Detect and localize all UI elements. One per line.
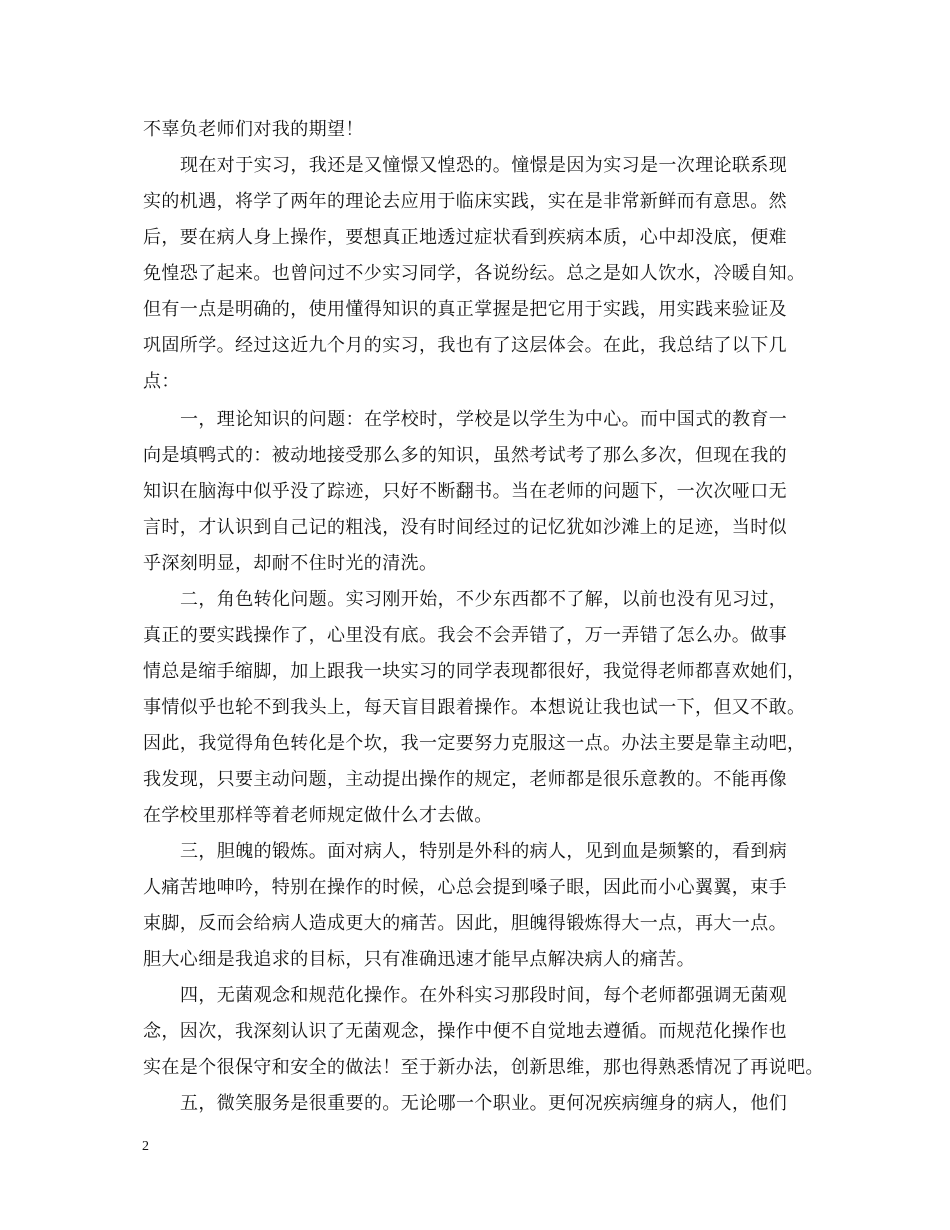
text-line: 事情似乎也轮不到我头上，每天盲目跟着操作。本想说让我也试一下，但又不敢。: [143, 697, 806, 718]
paragraph-first-line: 二，角色转化问题。实习刚开始，不少东西都不了解，以前也没有见习过，: [180, 589, 788, 610]
paragraph-first-line: 四，无菌观念和规范化操作。在外科实习那段时间，每个老师都强调无菌观: [180, 985, 788, 1006]
page-number: 2: [142, 1139, 149, 1154]
text-line: 束脚，反而会给病人造成更大的痛苦。因此，胆魄得锻炼得大一点，再大一点。: [143, 913, 787, 934]
text-line: 情总是缩手缩脚，加上跟我一块实习的同学表现都很好，我觉得老师都喜欢她们，: [143, 661, 806, 682]
text-line: 念，因次，我深刻认识了无菌观念，操作中便不自觉地去遵循。而规范化操作也: [143, 1021, 787, 1042]
text-line: 真正的要实践操作了，心里没有底。我会不会弄错了，万一弄错了怎么办。做事: [143, 625, 787, 646]
text-line: 不辜负老师们对我的期望！: [143, 119, 364, 140]
text-line: 免惶恐了起来。也曾问过不少实习同学，各说纷纭。总之是如人饮水，冷暖自知。: [143, 263, 806, 284]
text-line: 实的机遇，将学了两年的理论去应用于临床实践，实在是非常新鲜而有意思。然: [143, 191, 787, 212]
text-line: 后，要在病人身上操作，要想真正地透过症状看到疾病本质，心中却没底，便难: [143, 227, 787, 248]
text-line: 我发现，只要主动问题，主动提出操作的规定，老师都是很乐意教的。不能再像: [143, 769, 787, 790]
text-line: 乎深刻明显，却耐不住时光的清洗。: [143, 553, 438, 574]
text-line: 知识在脑海中似乎没了踪迹，只好不断翻书。当在老师的问题下，一次次哑口无: [143, 481, 787, 502]
text-line: 言时，才认识到自己记的粗浅，没有时间经过的记忆犹如沙滩上的足迹，当时似: [143, 517, 787, 538]
text-line: 实在是个很保守和安全的做法！至于新办法，创新思维，那也得熟悉情况了再说吧。: [143, 1057, 824, 1078]
paragraph-first-line: 三，胆魄的锻炼。面对病人，特别是外科的病人，见到血是频繁的，看到病: [180, 841, 788, 862]
paragraph-first-line: 一，理论知识的问题：在学校时，学校是以学生为中心。而中国式的教育一: [180, 409, 788, 430]
text-line: 巩固所学。经过这近九个月的实习，我也有了这层体会。在此，我总结了以下几: [143, 335, 787, 356]
text-line: 向是填鸭式的：被动地接受那么多的知识，虽然考试考了那么多次，但现在我的: [143, 445, 787, 466]
text-line: 因此，我觉得角色转化是个坎，我一定要努力克服这一点。办法主要是靠主动吧，: [143, 733, 806, 754]
text-line: 人痛苦地呻吟，特别在操作的时候，心总会提到嗓子眼，因此而小心翼翼，束手: [143, 877, 787, 898]
text-line: 点：: [143, 371, 180, 392]
text-line: 在学校里那样等着老师规定做什么才去做。: [143, 805, 493, 826]
paragraph-first-line: 五，微笑服务是很重要的。无论哪一个职业。更何况疾病缠身的病人，他们: [180, 1093, 788, 1114]
text-line: 但有一点是明确的，使用懂得知识的真正掌握是把它用于实践，用实践来验证及: [143, 299, 787, 320]
paragraph-first-line: 现在对于实习，我还是又憧憬又惶恐的。憧憬是因为实习是一次理论联系现: [180, 155, 788, 176]
text-line: 胆大心细是我追求的目标，只有准确迅速才能早点解决病人的痛苦。: [143, 949, 695, 970]
